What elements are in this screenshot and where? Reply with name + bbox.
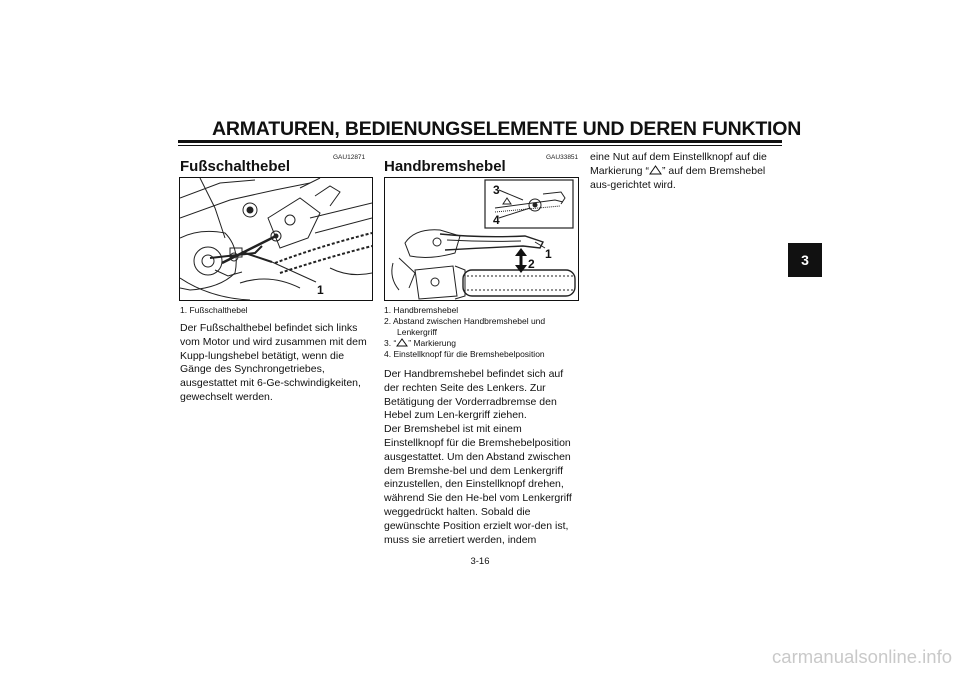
brake-lever-figure (384, 177, 579, 301)
paragraph-text: Der Handbremshebel befindet sich auf der rechten Seite des Lenkers. Zur Betätigung der Vorderradbremse den Hebel zum Len-kergriff ziehen. (384, 368, 564, 422)
section-code: GAU12871 (333, 154, 366, 161)
figure-label-2: 2 (528, 257, 535, 271)
caption-item: 4. Einstellknopf für die Bremshebelposition (384, 349, 545, 359)
caption-item (384, 338, 578, 349)
paragraph-suffix: ” auf dem Bremshebel aus-gerichtet wird. (590, 164, 766, 191)
body-paragraph (180, 322, 372, 405)
page-title: ARMATUREN, BEDIENUNGSELEMENTE UND DEREN FUNKTION (212, 118, 802, 140)
triangle-mark-icon (649, 165, 662, 175)
figure-label-4: 4 (493, 213, 500, 227)
section-code: GAU33851 (546, 154, 579, 161)
brake-lever-illustration (385, 178, 578, 300)
shift-pedal-illustration (180, 178, 372, 300)
caption-item: 1. Fußschalthebel (180, 305, 248, 315)
paragraph-prefix: eine Nut auf dem Einstellknopf auf die Markierung “ (590, 151, 767, 177)
watermark: carmanualsonline.info (772, 646, 952, 667)
paragraph-text: Der Fußschalthebel befindet sich links vom Motor und wird zusammen mit dem Kupp-lungshebel betätigt, wenn die Gänge des Synchrongetriebes, ausgestattet mit 6-Ge-schwindigkeiten, gewechselt werden. (180, 322, 367, 403)
body-paragraph (384, 368, 578, 547)
header-rule-thin (178, 145, 782, 146)
figure-captions (180, 305, 372, 316)
figure-label-1: 1 (317, 283, 324, 297)
paragraph-text: Der Bremshebel ist mit einem Einstellknopf für die Bremshebelposition ausgestattet. Um den Abstand zwischen dem Bremshe-bel und dem Lenkergriff einzustellen, den Einstellknopf drehen, während Sie den He-bel vom Lenkergriff weggedrückt halten. Sobald die gewünschte Position erzielt wor-den ist, muss sie arretiert werden, indem (384, 423, 572, 546)
shift-pedal-figure (179, 177, 373, 301)
figure-label-1: 1 (545, 247, 552, 261)
caption-prefix: 3. “ (384, 338, 397, 348)
page-number: 3-16 (470, 556, 490, 567)
figure-label-3: 3 (493, 183, 500, 197)
triangle-mark-icon (396, 338, 408, 347)
header-rule-thick (178, 140, 782, 143)
figure-captions (384, 305, 578, 360)
body-paragraph (590, 151, 785, 192)
caption-suffix: ” Markierung (408, 338, 456, 348)
section-heading: Fußschalthebel (180, 158, 291, 175)
paragraph-text (590, 151, 785, 192)
caption-item: 1. Handbremshebel (384, 305, 459, 315)
section-heading: Handbremshebel (384, 158, 506, 175)
chapter-tab: 3 (788, 243, 822, 277)
caption-item: 2. Abstand zwischen Handbremshebel und Lenkergriff (384, 316, 546, 337)
